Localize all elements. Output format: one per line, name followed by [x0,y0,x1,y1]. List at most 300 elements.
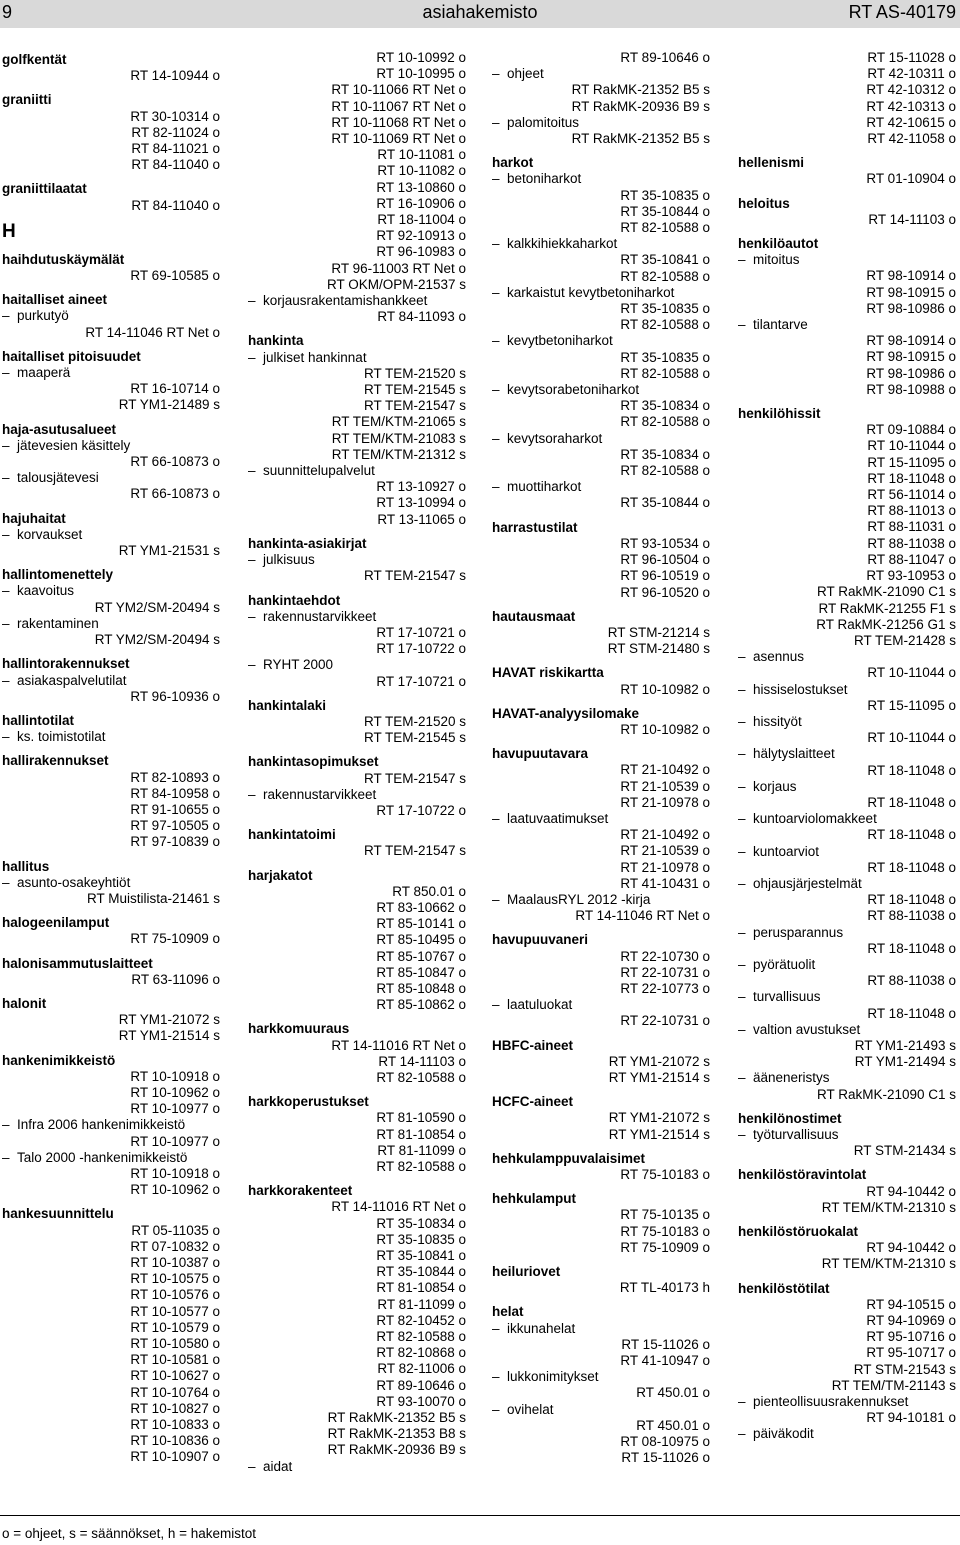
index-letter: H [2,220,16,242]
index-reference: RT 35-10844 o [620,495,710,511]
index-reference: RT 850.01 o [392,883,466,899]
index-reference: RT TEM-21547 s [363,568,466,584]
index-reference: RT TEM-21545 s [363,382,466,398]
index-reference: RT RakMK-21255 F1 s [818,600,956,616]
index-reference: RT YM2/SM-20494 s [94,599,220,615]
index-reference: RT 18-11004 o [377,212,466,228]
index-reference: RT 94-10442 o [866,1240,956,1256]
index-reference: RT 96-10983 o [376,244,466,260]
index-heading: henkilöstöravintolat [738,1167,867,1183]
index-reference: RT YM1-21494 s [854,1054,956,1070]
index-reference: RT 75-10183 o [620,1167,710,1182]
index-reference: RT 85-10848 o [376,980,466,996]
index-reference: RT 10-10977 o [130,1133,220,1149]
index-reference: RT 22-10773 o [620,980,710,996]
index-subentry: – muottiharkot [492,479,710,495]
index-subentry: – kevytbetoniharkot [492,333,710,349]
index-reference: RT 10-10577 o [130,1303,220,1319]
index-reference: RT 35-10834 o [620,398,710,414]
index-heading: hankinta-asiakirjat [248,535,367,551]
index-reference: RT 35-10835 o [376,1231,466,1247]
index-heading: henkilönostimet [738,1110,842,1126]
index-reference: RT STM-21214 s [607,624,710,640]
index-reference: RT 66-10873 o [130,454,220,470]
index-reference: RT 93-10070 o [376,1393,466,1409]
index-subentry: – laatuvaatimukset [492,811,710,827]
index-heading: hankintaehdot [248,592,341,608]
index-reference: RT 83-10662 o [376,899,466,915]
index-subentry: – tilantarve [738,317,956,333]
index-subentry: – valtion avustukset [738,1022,956,1038]
index-reference: RT 35-10834 o [376,1215,466,1231]
index-reference: RT 82-10588 o [620,317,710,333]
index-subentry: – ikkunahelat [492,1321,710,1337]
index-reference: RT 94-10969 o [866,1313,956,1329]
index-subentry: – kevytsorabetoniharkot [492,382,710,398]
index-subentry: – pyörätuolit [738,957,956,973]
index-heading: graniitti [2,92,52,108]
index-reference: RT TEM-21520 s [363,365,466,381]
index-reference: RT 450.01 o [636,1385,710,1401]
index-heading: henkilöhissit [738,406,821,422]
index-reference: RT 10-10581 o [130,1352,220,1368]
index-reference: RT 81-11099 o [377,1142,466,1158]
index-reference: RT 84-10958 o [130,785,220,801]
index-reference: RT 93-10953 o [866,568,956,584]
index-reference: RT 14-11103 o [378,1053,466,1069]
index-reference: RT 10-11067 RT Net o [331,98,466,114]
index-reference: RT RakMK-20936 B9 s [571,98,710,114]
index-reference: RT Muistilista-21461 s [86,890,220,906]
index-reference: RT TEM-21547 s [363,398,466,414]
index-heading: haitalliset aineet [2,292,108,308]
index-heading: heiluriovet [492,1264,561,1280]
index-reference: RT 30-10314 o [130,108,220,124]
index-reference: RT YM1-21514 s [118,1028,220,1044]
index-reference: RT 69-10585 o [130,268,220,284]
index-reference: RT TEM-21545 s [363,730,466,746]
index-reference: RT 88-11013 o [867,503,956,519]
index-reference: RT 10-10982 o [620,721,710,737]
index-heading: HBFC-aineet [492,1037,574,1053]
footer-legend: o = ohjeet, s = säännökset, h = hakemistot [2,1526,257,1541]
index-reference: RT 98-10915 o [866,349,956,365]
index-reference: RT 10-10918 o [130,1068,220,1084]
index-reference: RT 89-10646 o [620,50,710,65]
index-reference: RT 10-11044 o [867,730,956,746]
index-heading: hallintorakennukset [2,656,130,672]
index-reference: RT 17-10721 o [376,624,466,640]
index-reference: RT 35-10844 o [376,1264,466,1280]
index-reference: RT 75-10909 o [620,1239,710,1255]
index-subentry: – kaavoitus [2,583,220,599]
index-reference: RT 85-10141 o [376,916,466,932]
index-subentry: – hissityöt [738,714,956,730]
index-subentry: – talousjätevesi [2,470,220,486]
index-reference: RT 14-11046 RT Net o [85,324,220,340]
index-subentry: – purkutyö [2,308,220,324]
index-reference: RT 41-10431 o [620,875,710,891]
index-reference: RT 88-11047 o [867,551,956,567]
index-reference: RT 450.01 o [636,1417,710,1433]
index-heading: graniittilaatat [2,181,87,197]
index-subentry: – kuntoarviolomakkeet [738,811,956,827]
index-heading: harkkomuuraus [248,1021,350,1037]
index-reference: RT 35-10835 o [620,301,710,317]
index-reference: RT 10-10579 o [130,1319,220,1335]
index-subentry: – rakennustarvikkeet [248,609,466,625]
index-reference: RT 15-11026 o [621,1450,710,1466]
index-heading: harkkorakenteet [248,1183,353,1199]
index-reference: RT 35-10841 o [620,252,710,268]
index-reference: RT 10-11044 o [867,665,956,681]
index-subentry: – RYHT 2000 [248,657,466,673]
index-reference: RT TEM/KTM-21065 s [331,414,466,430]
index-reference: RT TEM-21428 s [853,632,956,648]
index-reference: RT 42-10311 o [867,66,956,82]
index-heading: halonit [2,995,47,1011]
index-subentry: – asiakaspalvelutilat [2,673,220,689]
index-reference: RT 13-11065 o [377,511,466,527]
index-heading: harkkoperustukset [248,1094,369,1110]
index-reference: RT 98-10986 o [866,365,956,381]
index-heading: halogeenilamput [2,915,110,931]
index-reference: RT 18-11048 o [867,762,956,778]
index-heading: haja-asutusalueet [2,421,117,437]
index-reference: RT 96-10504 o [620,552,710,568]
index-reference: RT 18-11048 o [867,794,956,810]
index-reference: RT 10-10918 o [130,1165,220,1181]
index-reference: RT 97-10839 o [130,834,220,850]
index-reference: RT 82-10588 o [620,268,710,284]
index-heading: hankesuunnittelu [2,1206,114,1222]
index-reference: RT OKM/OPM-21537 s [326,276,466,292]
index-heading: haitalliset pitoisuudet [2,348,141,364]
index-column-2 [248,50,466,1475]
index-subentry: – kuntoarviot [738,844,956,860]
index-reference: RT 10-10836 o [130,1433,220,1449]
index-reference: RT 41-10947 o [620,1353,710,1369]
index-reference: RT 10-10580 o [130,1336,220,1352]
index-reference: RT 10-10995 o [376,66,466,82]
index-heading: hallintomenettely [2,567,114,583]
index-reference: RT 10-10387 o [130,1255,220,1270]
index-reference: RT 75-10183 o [620,1223,710,1239]
index-heading: halonisammutuslaitteet [2,955,153,971]
index-reference: RT 81-10854 o [376,1126,466,1142]
index-subentry: – pienteollisuusrakennukset [738,1394,956,1410]
index-reference: RT 01-10904 o [866,171,956,187]
index-reference: RT 98-10914 o [866,333,956,349]
index-reference: RT 09-10884 o [866,422,956,438]
index-reference: RT RakMK-21352 B5 s [327,1410,466,1426]
index-reference: RT 82-10893 o [130,769,220,785]
index-reference: RT 13-10994 o [376,495,466,511]
index-reference: RT 10-10627 o [130,1368,220,1384]
index-heading: hehkulamppuvalaisimet [492,1150,646,1166]
index-subentry: – mitoitus [738,252,956,268]
index-reference: RT RakMK-20936 B9 s [327,1442,466,1458]
index-reference: RT 96-10519 o [620,568,710,584]
index-reference: RT 81-10590 o [376,1110,466,1126]
index-reference: RT 18-11048 o [867,1005,956,1021]
index-reference: RT 88-11038 o [867,908,956,924]
index-reference: RT 10-11044 o [867,438,956,454]
index-reference: RT 85-10495 o [376,932,466,948]
index-heading: hankintasopimukset [248,754,379,770]
index-subentry: – rakentaminen [2,616,220,632]
index-subentry: – aidat [248,1459,466,1475]
index-reference: RT 10-10827 o [130,1400,220,1416]
index-reference: RT 85-10767 o [376,948,466,964]
index-heading: haihdutuskäymälät [2,251,125,267]
index-subentry: – ks. toimistotilat [2,729,220,745]
index-reference: RT 96-11003 RT Net o [331,260,466,276]
index-reference: RT YM1-21493 s [854,1037,956,1053]
index-reference: RT 82-11024 o [131,124,220,140]
index-reference: RT 91-10655 o [130,801,220,817]
index-reference: RT 13-10927 o [376,479,466,495]
index-heading: hankintalaki [248,697,327,713]
index-subentry: – jätevesien käsittely [2,438,220,454]
index-reference: RT 82-10588 o [620,365,710,381]
index-reference: RT 82-11006 o [377,1361,466,1377]
index-reference: RT 82-10868 o [376,1345,466,1361]
index-reference: RT 42-10312 o [866,82,956,98]
page-title: asiahakemisto [422,2,538,22]
index-reference: RT RakMK-21090 C1 s [816,1086,956,1102]
index-reference: RT 21-10539 o [620,778,710,794]
index-reference: RT TL-40173 h [619,1280,710,1296]
index-subentry: – turvallisuus [738,989,956,1005]
page-header [0,0,960,28]
index-subentry: – ääneneristys [738,1070,956,1086]
index-reference: RT 94-10515 o [866,1296,956,1312]
index-heading: havupuuvaneri [492,932,589,948]
index-reference: RT 16-10714 o [130,381,220,397]
index-reference: RT 98-10914 o [866,268,956,284]
index-reference: RT 35-10835 o [620,187,710,203]
index-reference: RT TEM/TM-21143 s [831,1377,956,1393]
index-reference: RT 18-11048 o [867,470,956,486]
index-reference: RT 82-10588 o [376,1329,466,1345]
index-reference: RT YM1-21514 s [608,1126,710,1142]
index-reference: RT 18-11048 o [867,892,956,908]
index-subentry: – hälytyslaitteet [738,746,956,762]
index-subentry: – laatuluokat [492,997,710,1013]
index-reference: RT 21-10492 o [620,762,710,778]
index-reference: RT 35-10835 o [620,349,710,365]
index-reference: RT 10-10764 o [130,1384,220,1400]
index-heading: hankenimikkeistö [2,1052,116,1068]
index-reference: RT 17-10721 o [376,673,466,689]
index-reference: RT 05-11035 o [131,1222,220,1238]
index-subentry: – korjausrakentamishankkeet [248,293,466,309]
index-subentry: – julkiset hankinnat [248,350,466,366]
index-subentry: – lukkonimitykset [492,1369,710,1385]
index-heading: henkilöstöruokalat [738,1224,859,1240]
index-reference: RT 96-10520 o [620,584,710,600]
index-reference: RT 14-11103 o [868,211,956,227]
index-reference: RT TEM/KTM-21310 s [821,1256,956,1272]
index-reference: RT 10-10833 o [130,1417,220,1433]
index-subentry: – hissiselostukset [738,682,956,698]
index-subentry: – Infra 2006 hankenimikkeistö [2,1117,220,1133]
index-reference: RT 14-10944 o [130,68,220,84]
index-heading: HCFC-aineet [492,1094,574,1110]
index-reference: RT 13-10860 o [376,179,466,195]
index-reference: RT 93-10534 o [620,535,710,551]
index-reference: RT 21-10978 o [620,859,710,875]
index-heading: HAVAT-analyysilomake [492,705,640,721]
index-reference: RT 10-11068 RT Net o [331,114,466,130]
index-reference: RT 98-10988 o [866,381,956,397]
index-subentry: – MaalausRYL 2012 -kirja [492,892,710,908]
index-subentry: – työturvallisuus [738,1127,956,1143]
index-heading: helat [492,1304,524,1320]
index-reference: RT YM2/SM-20494 s [94,632,220,648]
index-heading: henkilöstötilat [738,1280,830,1296]
index-heading: golfkentät [2,52,67,67]
index-reference: RT YM1-21072 s [608,1053,710,1069]
index-reference: RT 22-10731 o [620,964,710,980]
index-heading: harjakatot [248,867,313,883]
index-reference: RT 18-11048 o [867,859,956,875]
index-subentry: – suunnittelupalvelut [248,463,466,479]
index-reference: RT 75-10909 o [130,931,220,947]
index-reference: RT YM1-21489 s [118,397,220,413]
index-reference: RT 18-11048 o [867,827,956,843]
index-heading: hallintotilat [2,712,74,728]
index-subentry: – Talo 2000 -hankenimikkeistö [2,1150,220,1166]
index-reference: RT YM1-21531 s [118,543,220,559]
index-reference: RT 95-10716 o [866,1329,956,1345]
index-reference: RT 16-10906 o [376,195,466,211]
index-heading: hankinta [248,333,304,349]
index-reference: RT 94-10181 o [866,1410,956,1426]
index-heading: hajuhaitat [2,510,66,526]
index-reference: RT TEM/KTM-21310 s [821,1199,956,1215]
index-subentry: – ohjeet [492,66,710,82]
index-reference: RT 08-10975 o [620,1434,710,1450]
index-reference: RT RakMK-21352 B5 s [571,131,710,147]
index-reference: RT 22-10730 o [620,948,710,964]
index-subentry: – korjaus [738,779,956,795]
index-heading: harkot [492,155,534,171]
index-subentry: – kevytsoraharkot [492,431,710,447]
index-reference: RT 18-11048 o [867,940,956,956]
index-reference: RT 10-10962 o [130,1084,220,1100]
index-reference: RT STM-21543 s [853,1361,956,1377]
index-reference: RT 15-11026 o [621,1336,710,1352]
index-heading: hallitus [2,858,50,874]
index-reference: RT 66-10873 o [130,486,220,502]
index-reference: RT YM1-21072 s [118,1012,220,1028]
index-reference: RT 21-10492 o [620,827,710,843]
index-reference: RT 10-11082 o [377,163,466,179]
index-heading: heloitus [738,195,790,211]
index-reference: RT 10-10977 o [130,1101,220,1117]
index-reference: RT RakMK-21352 B5 s [571,82,710,98]
index-reference: RT 10-10575 o [130,1271,220,1287]
index-subentry: – maaperä [2,365,220,381]
index-reference: RT 85-10847 o [376,964,466,980]
index-reference: RT 97-10505 o [130,818,220,834]
index-reference: RT 84-11040 o [131,197,220,213]
index-reference: RT 22-10731 o [620,1013,710,1029]
index-subentry: – julkisuus [248,552,466,568]
index-reference: RT 98-10915 o [866,284,956,300]
index-reference: RT 10-11066 RT Net o [331,82,466,98]
index-reference: RT 17-10722 o [376,641,466,657]
page-footer [0,1515,960,1541]
index-reference: RT YM1-21072 s [608,1110,710,1126]
index-reference: RT 82-10452 o [376,1312,466,1328]
index-reference: RT 98-10986 o [866,300,956,316]
index-reference: RT TEM-21520 s [363,713,466,729]
index-reference: RT 82-10588 o [376,1069,466,1085]
index-reference: RT 21-10539 o [620,843,710,859]
index-heading: HAVAT riskikartta [492,665,604,681]
index-reference: RT 10-10982 o [620,681,710,697]
index-reference: RT 17-10722 o [376,802,466,818]
index-reference: RT 82-10588 o [620,414,710,430]
index-heading: harrastustilat [492,519,578,535]
index-heading: havupuutavara [492,746,589,762]
index-subentry: – karkaistut kevytbetoniharkot [492,285,710,301]
index-reference: RT STM-21434 s [853,1143,956,1159]
index-reference: RT 35-10834 o [620,446,710,462]
index-reference: RT 94-10442 o [866,1183,956,1199]
index-reference: RT 85-10862 o [376,997,466,1013]
index-column-3 [492,50,710,1466]
index-subentry: – asunto-osakeyhtiöt [2,875,220,891]
index-reference: RT 92-10913 o [376,228,466,244]
index-reference: RT 07-10832 o [130,1238,220,1254]
index-reference: RT 15-11095 o [867,454,956,470]
index-reference: RT 75-10135 o [620,1207,710,1223]
index-reference: RT TEM/KTM-21083 s [331,430,466,446]
index-reference: RT 84-11093 o [377,309,466,325]
index-reference: RT 81-10854 o [376,1280,466,1296]
index-reference: RT 15-11095 o [867,697,956,713]
index-reference: RT 10-11081 o [377,147,466,163]
index-reference: RT YM1-21514 s [608,1069,710,1085]
index-column-4 [738,50,956,1443]
index-subentry: – rakennustarvikkeet [248,787,466,803]
index-reference: RT 95-10717 o [866,1345,956,1361]
document-code: RT AS-40179 [848,2,956,22]
index-reference: RT 82-10588 o [620,463,710,479]
index-reference: RT 10-10992 o [376,50,466,65]
index-heading: hehkulamput [492,1191,577,1207]
index-reference: RT 14-11016 RT Net o [331,1199,466,1215]
index-reference: RT 42-10313 o [866,98,956,114]
index-subentry: – ohjausjärjestelmät [738,876,956,892]
page-number: 9 [2,2,13,22]
index-reference: RT TEM-21547 s [363,770,466,786]
index-reference: RT 82-10588 o [376,1159,466,1174]
index-reference: RT 15-11028 o [867,50,956,65]
index-reference: RT 84-11021 o [131,141,220,157]
index-reference: RT TEM-21547 s [363,843,466,859]
index-subentry: – perusparannus [738,925,956,941]
index-reference: RT 82-10588 o [620,220,710,236]
index-reference: RT 88-11038 o [867,535,956,551]
index-subentry: – korvaukset [2,527,220,543]
index-heading: henkilöautot [738,236,819,252]
index-reference: RT 88-11038 o [867,973,956,989]
